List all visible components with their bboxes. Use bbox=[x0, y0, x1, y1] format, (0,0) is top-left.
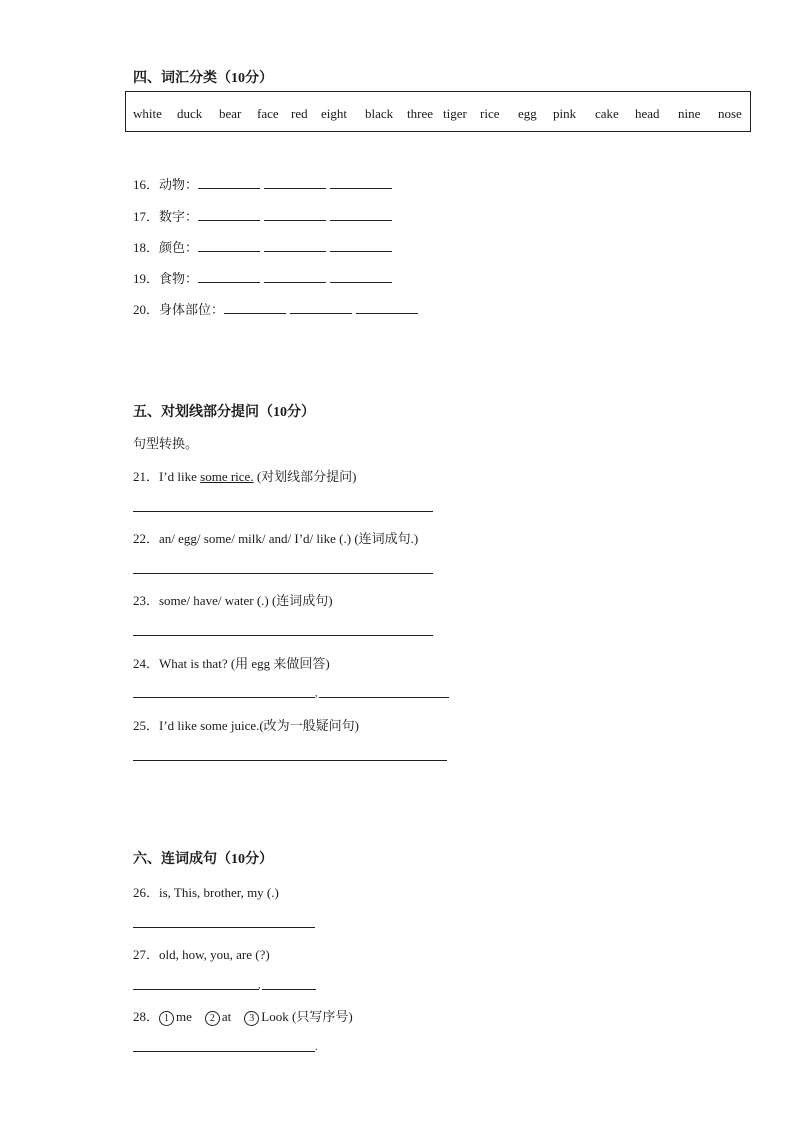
word-bank-word: pink bbox=[553, 106, 577, 121]
answer-line[interactable] bbox=[133, 573, 433, 574]
word-bank-word: face bbox=[257, 106, 279, 121]
answer-blank[interactable] bbox=[264, 174, 326, 189]
answer-blank[interactable] bbox=[198, 268, 260, 283]
question-27: 27．old, how, you, are (?) bbox=[133, 947, 270, 962]
section-5-intro: 句型转换。 bbox=[133, 436, 199, 451]
word-bank-word: red bbox=[291, 106, 308, 121]
answer-blank[interactable] bbox=[264, 206, 326, 221]
question-25: 25．I’d like some juice.(改为一般疑问句) bbox=[133, 718, 360, 733]
word-bank-word: cake bbox=[595, 106, 619, 121]
answer-blank[interactable] bbox=[290, 299, 352, 314]
question-19 bbox=[133, 268, 396, 287]
word-bank-word: tiger bbox=[443, 106, 467, 121]
question-text: 21．I’d like bbox=[133, 469, 201, 484]
word-bank-word: rice bbox=[480, 106, 500, 121]
word-bank-word: bear bbox=[219, 106, 242, 121]
word-bank-word: duck bbox=[177, 106, 203, 121]
section-5-title: 五、对划线部分提问（10分） bbox=[133, 405, 315, 420]
question-26: 26．is, This, brother, my (.) bbox=[133, 885, 279, 900]
answer-line[interactable] bbox=[133, 927, 315, 928]
question-23: 23．some/ have/ water (.) (连词成句) bbox=[133, 593, 333, 608]
question-22: 22．an/ egg/ some/ milk/ and/ I’d/ like (.) (连词成句.) bbox=[133, 531, 419, 546]
word-bank-word: three bbox=[407, 106, 433, 121]
word-bank-word: black bbox=[365, 106, 394, 121]
circled-number-2: 2 bbox=[205, 1011, 220, 1026]
answer-line[interactable] bbox=[262, 989, 316, 990]
comma-mark: , bbox=[258, 980, 261, 991]
answer-blank[interactable] bbox=[264, 237, 326, 252]
option-word: me bbox=[176, 1009, 192, 1024]
comma-mark: , bbox=[315, 688, 318, 699]
question-28 bbox=[133, 1006, 353, 1026]
question-label: 16．动物： bbox=[133, 177, 199, 192]
underlined-phrase: some rice. bbox=[200, 469, 254, 484]
answer-blank[interactable] bbox=[356, 299, 418, 314]
answer-line[interactable] bbox=[133, 635, 433, 636]
option-word: at bbox=[221, 1009, 232, 1024]
question-21 bbox=[133, 466, 357, 485]
answer-line[interactable] bbox=[133, 1051, 315, 1052]
word-bank-box bbox=[125, 91, 751, 132]
question-label: 19．食物： bbox=[133, 271, 199, 286]
answer-line[interactable] bbox=[319, 697, 449, 698]
question-20 bbox=[133, 299, 422, 318]
question-17 bbox=[133, 206, 396, 225]
section-4-title: 四、词汇分类（10分） bbox=[133, 71, 273, 86]
answer-line[interactable] bbox=[133, 697, 315, 698]
word-bank-word: egg bbox=[518, 106, 537, 121]
word-bank-word: head bbox=[635, 106, 660, 121]
word-bank-word: white bbox=[133, 106, 162, 121]
circled-number-3: 3 bbox=[244, 1011, 259, 1026]
section-6-title: 六、连词成句（10分） bbox=[133, 852, 273, 867]
question-instruction: (对划线部分提问) bbox=[253, 469, 357, 484]
answer-blank[interactable] bbox=[198, 174, 260, 189]
period-mark: . bbox=[315, 1042, 318, 1053]
word-bank-word: nine bbox=[678, 106, 701, 121]
circled-number-1: 1 bbox=[159, 1011, 174, 1026]
answer-blank[interactable] bbox=[224, 299, 286, 314]
question-24: 24．What is that? (用 egg 来做回答) bbox=[133, 656, 330, 671]
word-bank-word: eight bbox=[321, 106, 347, 121]
answer-blank[interactable] bbox=[330, 206, 392, 221]
answer-blank[interactable] bbox=[330, 237, 392, 252]
word-bank-word: nose bbox=[718, 106, 742, 121]
answer-blank[interactable] bbox=[198, 206, 260, 221]
question-16 bbox=[133, 174, 396, 193]
question-label: 18．颜色： bbox=[133, 240, 199, 255]
question-label: 20．身体部位： bbox=[133, 302, 225, 317]
question-number: 28． bbox=[133, 1009, 160, 1024]
answer-line[interactable] bbox=[133, 989, 259, 990]
answer-blank[interactable] bbox=[330, 268, 392, 283]
option-word: Look bbox=[261, 1009, 289, 1024]
answer-blank[interactable] bbox=[198, 237, 260, 252]
answer-line[interactable] bbox=[133, 760, 447, 761]
question-label: 17．数字： bbox=[133, 209, 199, 224]
question-18 bbox=[133, 237, 396, 256]
answer-line[interactable] bbox=[133, 511, 433, 512]
answer-blank[interactable] bbox=[330, 174, 392, 189]
answer-blank[interactable] bbox=[264, 268, 326, 283]
question-instruction: (只写序号) bbox=[292, 1009, 353, 1024]
